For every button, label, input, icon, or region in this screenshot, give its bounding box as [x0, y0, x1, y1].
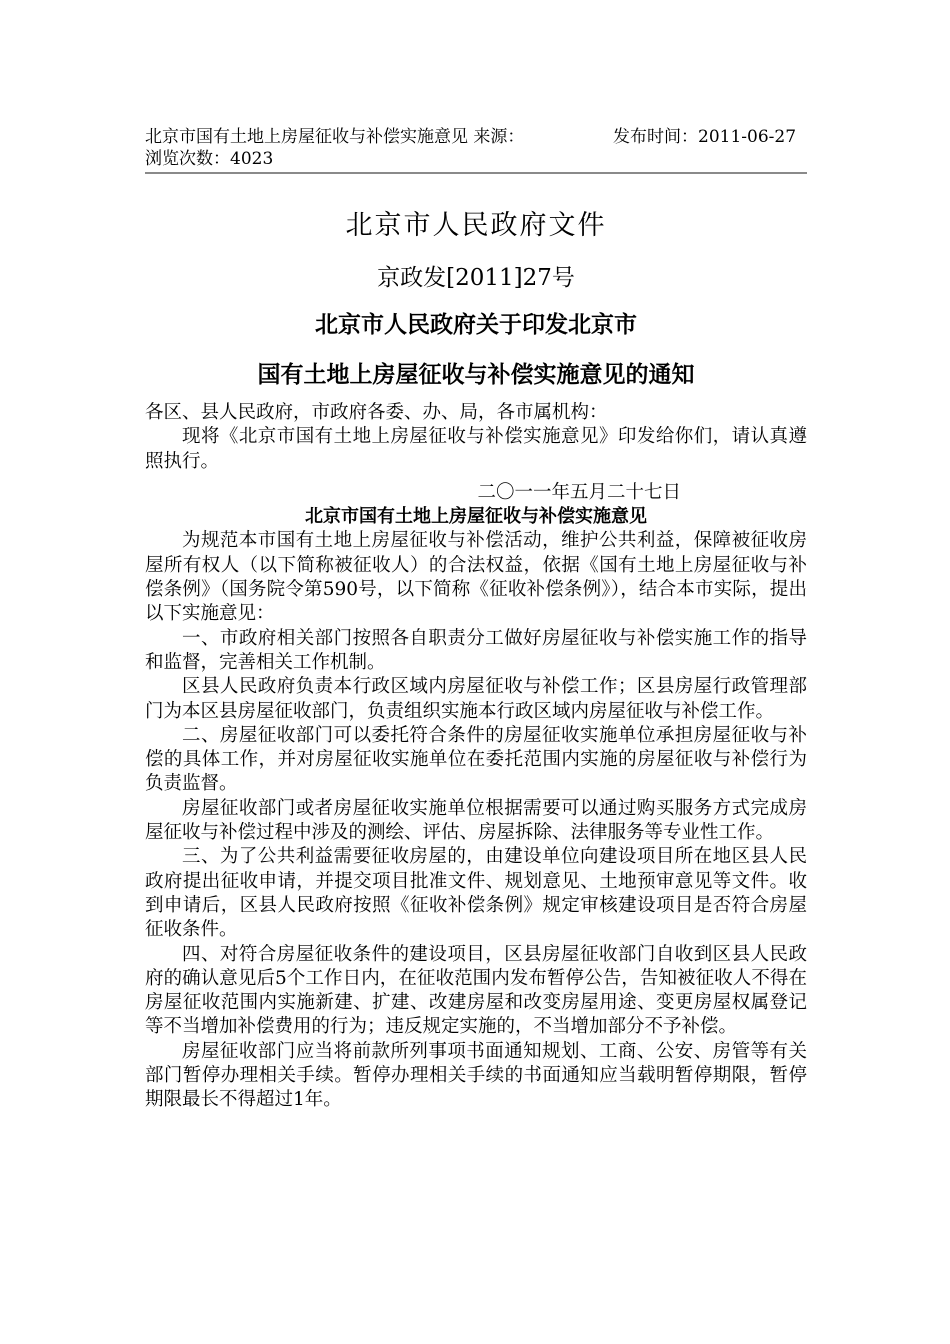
- paragraph-preamble: 为规范本市国有土地上房屋征收与补偿活动，维护公共利益，保障被征收房屋所有权人（以下简称被征收人）的合法权益，依据《国有土地上房屋征收与补偿条例》（国务院令第590号，以下简称《征收补偿条例》），结合本市实际，提出以下实施意见：: [145, 530, 807, 625]
- paragraph-4b: 房屋征收部门应当将前款所列事项书面通知规划、工商、公安、房管等有关部门暂停办理相关手续。暂停办理相关手续的书面通知应当载明暂停期限，暂停期限最长不得超过1年。: [145, 1040, 807, 1111]
- paragraph-1: 一、市政府相关部门按照各自职责分工做好房屋征收与补偿实施工作的指导和监督，完善相关工作机制。: [145, 627, 807, 673]
- paragraph-2b: 房屋征收部门或者房屋征收实施单位根据需要可以通过购买服务方式完成房屋征收与补偿过程中涉及的测绘、评估、房屋拆除、法律服务等专业性工作。: [145, 797, 807, 844]
- header-title-source: 北京市国有土地上房屋征收与补偿实施意见 来源：: [145, 127, 525, 147]
- paragraph-2: 二、房屋征收部门可以委托符合条件的房屋征收实施单位承担房屋征收与补偿的具体工作，并对房屋征收实施单位在委托范围内实施的房屋征收与补偿行为负责监督。: [145, 724, 807, 795]
- notice-title-line1: 北京市人民政府关于印发北京市: [315, 312, 637, 338]
- recipients-line: 各区、县人民政府，市政府各委、办、局，各市属机构：: [145, 402, 608, 423]
- header-line: [145, 126, 807, 148]
- publish-time: 发布时间：2011-06-27: [613, 127, 797, 147]
- document-page: [145, 126, 807, 1113]
- notice-body: [145, 401, 807, 474]
- view-count: 浏览次数：4023: [145, 149, 274, 169]
- intro-paragraph: 现将《北京市国有土地上房屋征收与补偿实施意见》印发给你们，请认真遵照执行。: [145, 426, 807, 472]
- issue-date: 二〇一一年五月二十七日: [477, 481, 681, 503]
- opinion-body: [145, 529, 807, 1112]
- document-main-title: 北京市人民政府文件: [345, 210, 607, 241]
- document-number: 京政发[2011]27号: [377, 265, 575, 291]
- header-divider: [145, 172, 807, 174]
- paragraph-4: 四、对符合房屋征收条件的建设项目，区县房屋征收部门自收到区县人民政府的确认意见后5个工作日内，在征收范围内发布暂停公告，告知被征收人不得在房屋征收范围内实施新建、扩建、改建房屋和改变房屋用途、变更房屋权属登记等不当增加补偿费用的行为；违反规定实施的，不当增加部分不予补偿。: [145, 943, 807, 1038]
- paragraph-1b: 区县人民政府负责本行政区域内房屋征收与补偿工作；区县房屋行政管理部门为本区县房屋征收部门，负责组织实施本行政区域内房屋征收与补偿工作。: [145, 676, 807, 722]
- paragraph-3: 三、为了公共利益需要征收房屋的，由建设单位向建设项目所在地区县人民政府提出征收申请，并提交项目批准文件、规划意见、土地预审意见等文件。收到申请后，区县人民政府按照《征收补偿条例》规定审核建设项目是否符合房屋征收条件。: [145, 846, 807, 941]
- notice-title-line2: 国有土地上房屋征收与补偿实施意见的通知: [257, 362, 695, 388]
- opinion-title: 北京市国有土地上房屋征收与补偿实施意见: [305, 506, 647, 528]
